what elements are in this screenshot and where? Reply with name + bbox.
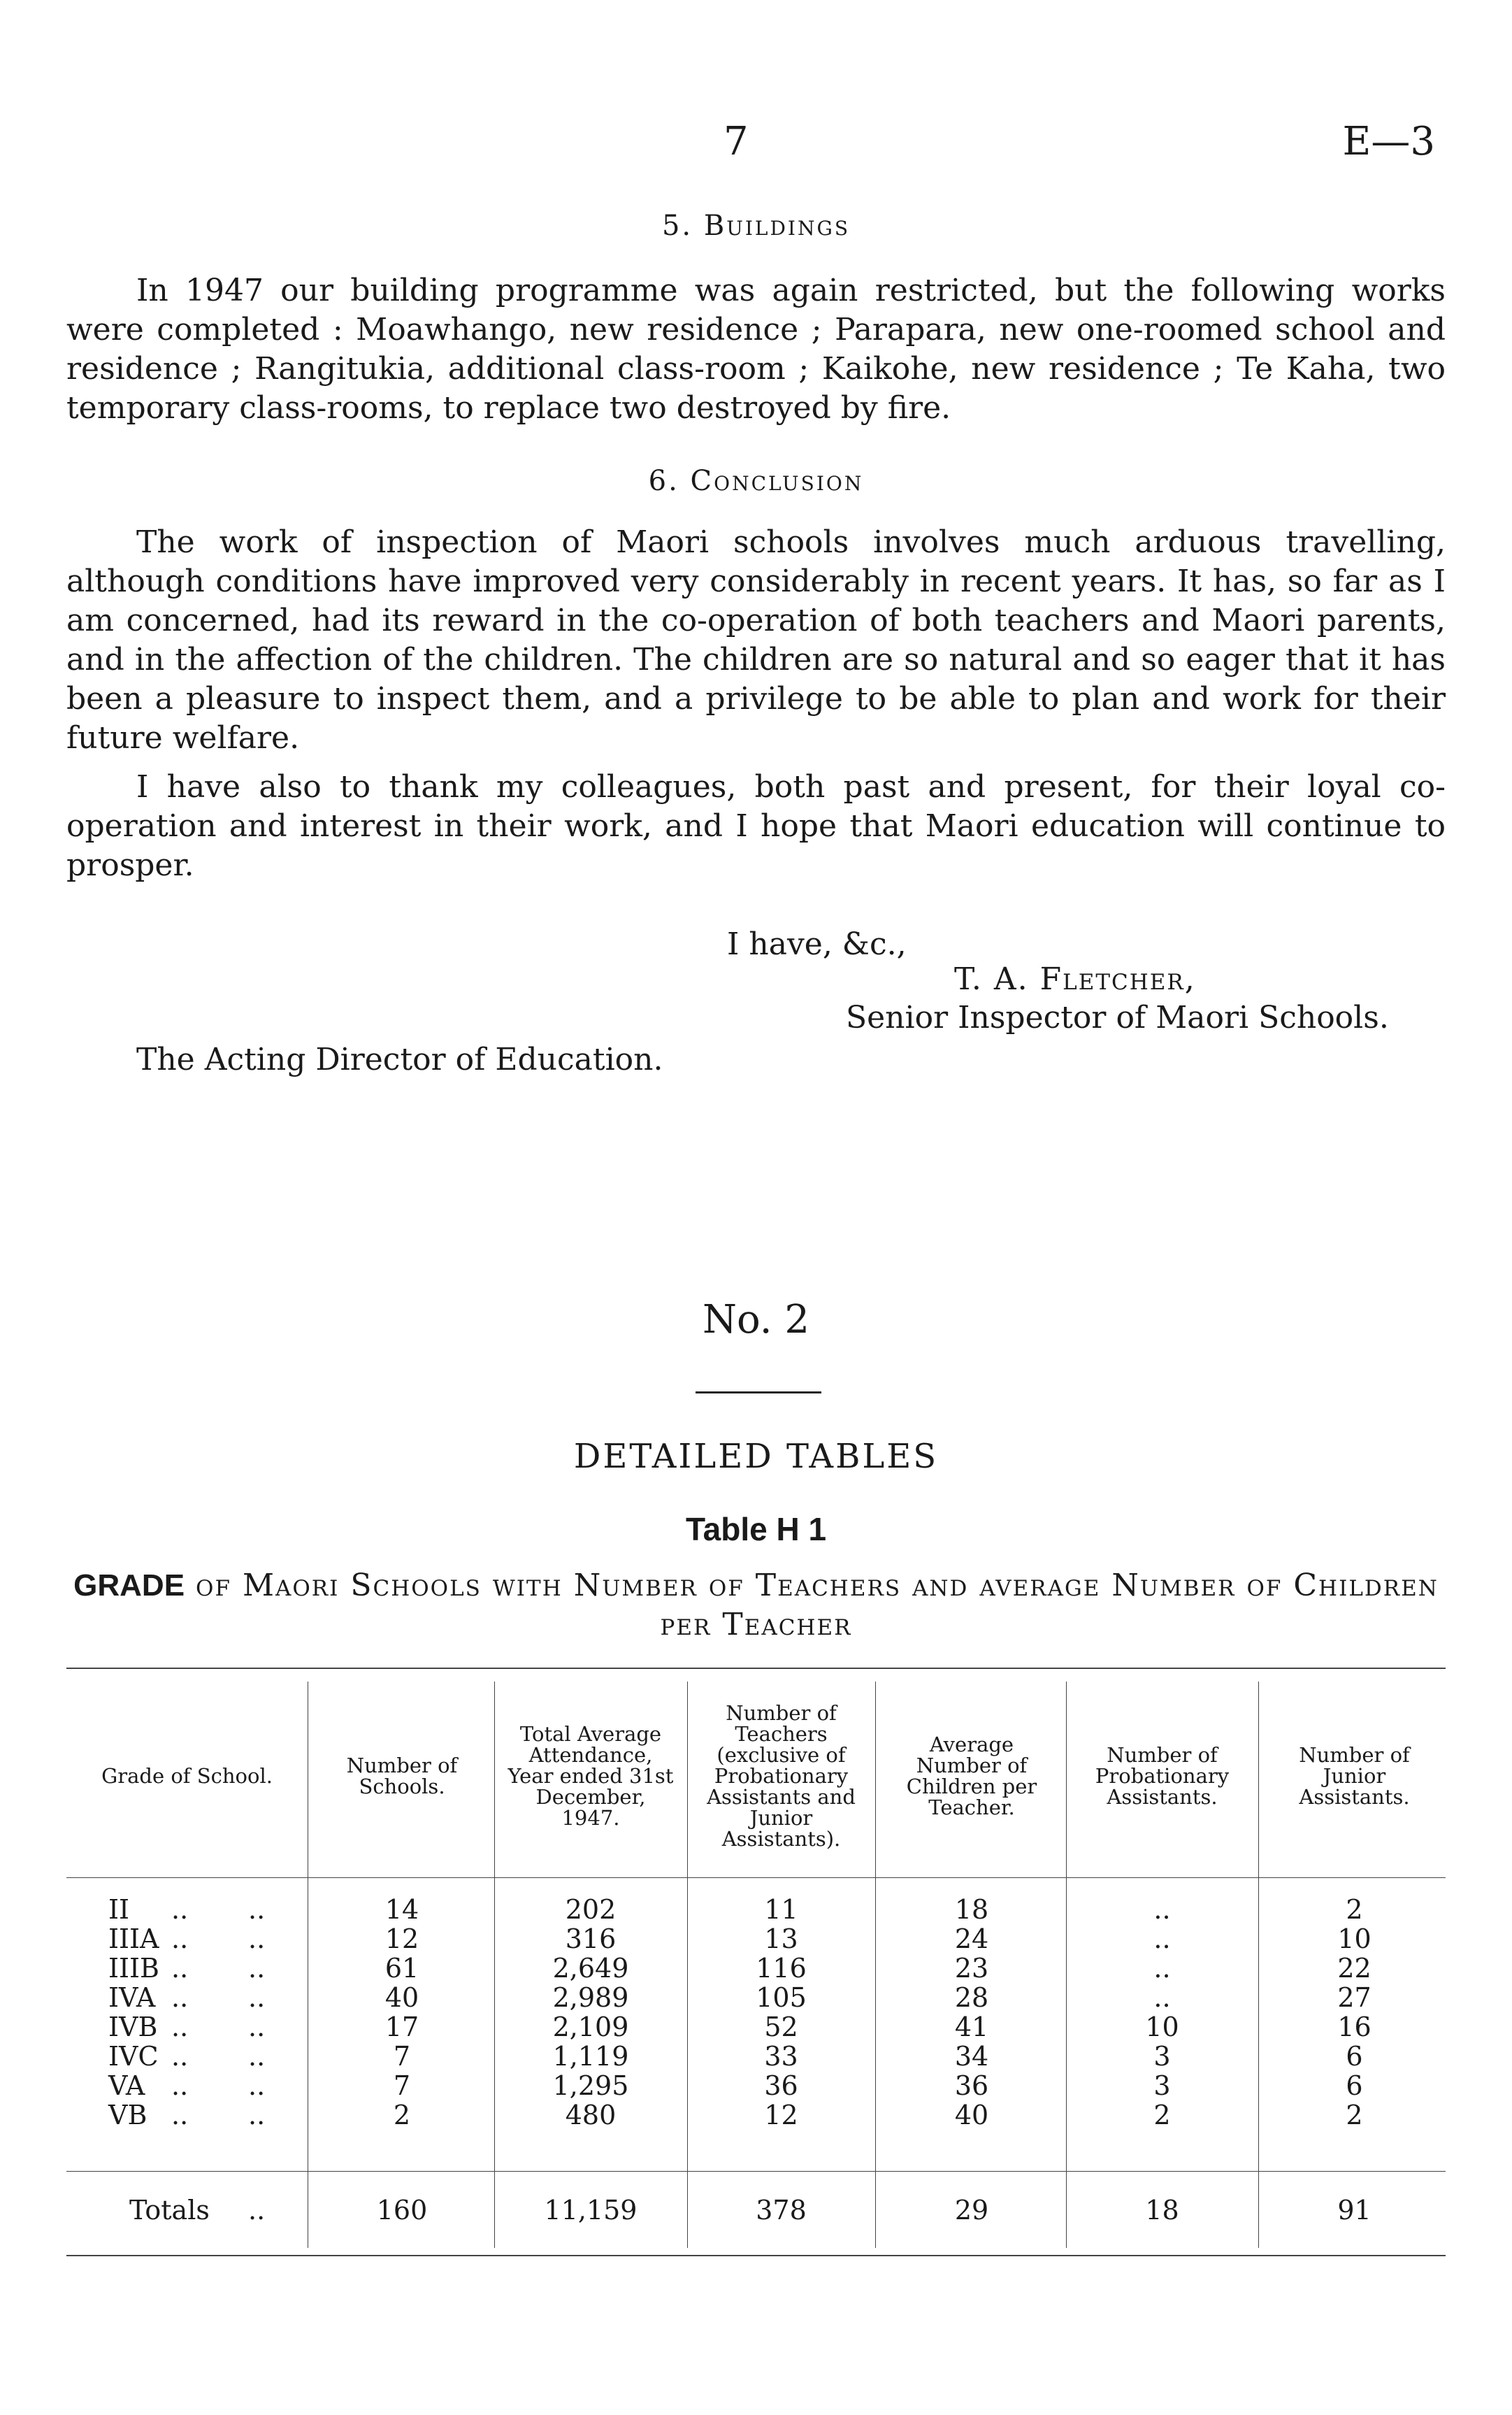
totals-row: [66, 2195, 1446, 2225]
cell-attendance: 2,989: [552, 1982, 629, 2013]
cell-schools: 12: [384, 1923, 419, 1954]
cell-leader-dots: ..: [171, 1953, 189, 1984]
totals-label: Totals: [129, 2195, 210, 2226]
cell-teachers: 105: [756, 1982, 807, 2013]
column-header-probationary: Number of Probationary Assistants.: [1095, 1743, 1230, 1809]
total-average: 29: [954, 2195, 989, 2226]
cell-attendance: 1,295: [552, 2070, 629, 2101]
document-subtitle: DETAILED TABLES: [573, 1437, 939, 1476]
column-header-average: Average Number of Children per Teacher.: [906, 1733, 1037, 1819]
total-junior: 91: [1337, 2195, 1371, 2226]
cell-attendance: 316: [565, 1923, 617, 1954]
table-row: [66, 2100, 1446, 2130]
document-number: No. 2: [703, 1297, 809, 1342]
cell-grade: IIIB: [108, 1953, 159, 1984]
header-bottom-rule: [66, 1877, 1446, 1878]
cell-schools: 7: [393, 2070, 411, 2101]
cell-grade: VA: [108, 2070, 145, 2101]
cell-leader-dots: ..: [248, 1923, 266, 1954]
cell-junior: 6: [1346, 2070, 1363, 2101]
section-heading-conclusion: 6. Conclusion: [648, 465, 864, 497]
cell-schools: 17: [384, 2012, 419, 2042]
cell-probationary: 3: [1153, 2041, 1171, 2072]
table-row: [66, 1954, 1446, 1983]
cell-leader-dots: ..: [248, 1953, 266, 1984]
cell-teachers: 12: [764, 2100, 798, 2130]
cell-junior: 27: [1337, 1982, 1371, 2013]
cell-teachers: 116: [756, 1953, 807, 1984]
closing-salutation: I have, &c.,: [727, 926, 907, 962]
cell-schools: 61: [384, 1953, 419, 1984]
closing-signatory: T. A. Fletcher,: [954, 961, 1196, 997]
cell-probationary: ..: [1153, 1953, 1171, 1984]
cell-probationary: ..: [1153, 1982, 1171, 2013]
cell-probationary: 2: [1153, 2100, 1171, 2130]
cell-leader-dots: ..: [248, 2041, 266, 2072]
table-row: [66, 1895, 1446, 1924]
cell-average: 40: [954, 2100, 989, 2130]
paragraph-conclusion-2: I have also to thank my colleagues, both past and present, for their loyal co-operation and interest in their work, and I hope that Maori education will continue to prosper.: [66, 769, 1446, 883]
cell-schools: 7: [393, 2041, 411, 2072]
cell-probationary: ..: [1153, 1894, 1171, 1925]
title-divider: [696, 1391, 821, 1393]
cell-teachers: 13: [764, 1923, 798, 1954]
cell-schools: 14: [384, 1894, 419, 1925]
table-caption: [66, 1566, 1446, 1644]
table-row: [66, 2012, 1446, 2042]
cell-leader-dots: ..: [171, 2012, 189, 2042]
table-row: [66, 2071, 1446, 2100]
cell-grade: IIIA: [108, 1923, 159, 1954]
cell-leader-dots: ..: [171, 1982, 189, 2013]
cell-leader-dots: ..: [248, 1982, 266, 2013]
totals-rule: [66, 2171, 1446, 2172]
cell-teachers: 33: [764, 2041, 798, 2072]
cell-leader-dots: ..: [248, 2012, 266, 2042]
total-attendance: 11,159: [544, 2195, 638, 2226]
cell-junior: 6: [1346, 2041, 1363, 2072]
cell-leader-dots: ..: [171, 2041, 189, 2072]
cell-average: 24: [954, 1923, 989, 1954]
cell-grade: IVC: [108, 2041, 159, 2072]
cell-schools: 2: [393, 2100, 411, 2130]
cell-leader-dots: ..: [248, 2195, 266, 2226]
total-probationary: 18: [1145, 2195, 1179, 2226]
data-table: [66, 1668, 1446, 2262]
cell-junior: 2: [1346, 2100, 1363, 2130]
column-header-schools: Number of Schools.: [346, 1754, 458, 1798]
cell-leader-dots: ..: [248, 2070, 266, 2101]
cell-leader-dots: ..: [171, 2070, 189, 2101]
cell-average: 36: [954, 2070, 989, 2101]
cell-average: 23: [954, 1953, 989, 1984]
cell-attendance: 202: [565, 1894, 617, 1925]
cell-leader-dots: ..: [171, 1894, 189, 1925]
cell-attendance: 1,119: [552, 2041, 629, 2072]
cell-grade: II: [108, 1894, 130, 1925]
cell-leader-dots: ..: [248, 1894, 266, 1925]
page-number: 7: [723, 119, 749, 164]
cell-average: 28: [954, 1982, 989, 2013]
cell-grade: IVB: [108, 2012, 158, 2042]
column-header-attendance: Total Average Attendance, Year ended 31st December, 1947.: [507, 1722, 674, 1830]
closing-title: Senior Inspector of Maori Schools.: [846, 1000, 1389, 1035]
cell-schools: 40: [384, 1982, 419, 2013]
column-header-grade: Grade of School.: [101, 1764, 273, 1788]
table-row: [66, 1924, 1446, 1954]
section-heading-buildings: 5. Buildings: [661, 210, 851, 242]
caption-text: of Maori Schools with Number of Teachers and average Number of Children per Teacher: [185, 1568, 1439, 1642]
cell-teachers: 11: [764, 1894, 798, 1925]
table-label: Table H 1: [685, 1511, 827, 1547]
cell-average: 41: [954, 2012, 989, 2042]
cell-grade: VB: [108, 2100, 147, 2130]
cell-teachers: 52: [764, 2012, 798, 2042]
table-row: [66, 1983, 1446, 2012]
total-teachers: 378: [756, 2195, 807, 2226]
column-header-junior: Number of Junior Assistants.: [1299, 1743, 1410, 1809]
cell-attendance: 480: [565, 2100, 617, 2130]
cell-junior: 16: [1337, 2012, 1371, 2042]
cell-probationary: ..: [1153, 1923, 1171, 1954]
cell-teachers: 36: [764, 2070, 798, 2101]
cell-attendance: 2,649: [552, 1953, 629, 1984]
cell-junior: 22: [1337, 1953, 1371, 1984]
cell-probationary: 10: [1145, 2012, 1179, 2042]
total-schools: 160: [376, 2195, 428, 2226]
cell-average: 34: [954, 2041, 989, 2072]
cell-leader-dots: ..: [171, 2100, 189, 2130]
cell-probationary: 3: [1153, 2070, 1171, 2101]
caption-bold: GRADE: [73, 1568, 185, 1603]
page-code: E—3: [1342, 119, 1435, 164]
paragraph-buildings: In 1947 our building programme was again restricted, but the following works were completed : Moawhango, new residence ; Parapara, new one-roomed school and residence ; Rangitukia, additional class-room ; Kaikohe, new residence ; Te Kaha, two temporary class-rooms, to replace two destroyed by fire.: [66, 273, 1446, 426]
cell-average: 18: [954, 1894, 989, 1925]
closing-addressee: The Acting Director of Education.: [136, 1042, 663, 1077]
cell-attendance: 2,109: [552, 2012, 629, 2042]
column-header-teachers: Number of Teachers (exclusive of Probationary Assistants and Junior Assistants).: [707, 1701, 856, 1851]
table-bottom-rule: [66, 2255, 1446, 2256]
cell-junior: 10: [1337, 1923, 1371, 1954]
cell-grade: IVA: [108, 1982, 156, 2013]
table-row: [66, 2042, 1446, 2071]
table-top-rule: [66, 1668, 1446, 1669]
cell-junior: 2: [1346, 1894, 1363, 1925]
cell-leader-dots: ..: [248, 2100, 266, 2130]
paragraph-conclusion-1: The work of inspection of Maori schools involves much arduous travelling, although conditions have improved very considerably in recent years. It has, so far as I am concerned, had its reward in the co-operation of both teachers and Maori parents, and in the affection of the children. The children are so natural and so eager that it has been a pleasure to inspect them, and a privilege to be able to plan and work for their future welfare.: [66, 524, 1446, 756]
cell-leader-dots: ..: [171, 1923, 189, 1954]
